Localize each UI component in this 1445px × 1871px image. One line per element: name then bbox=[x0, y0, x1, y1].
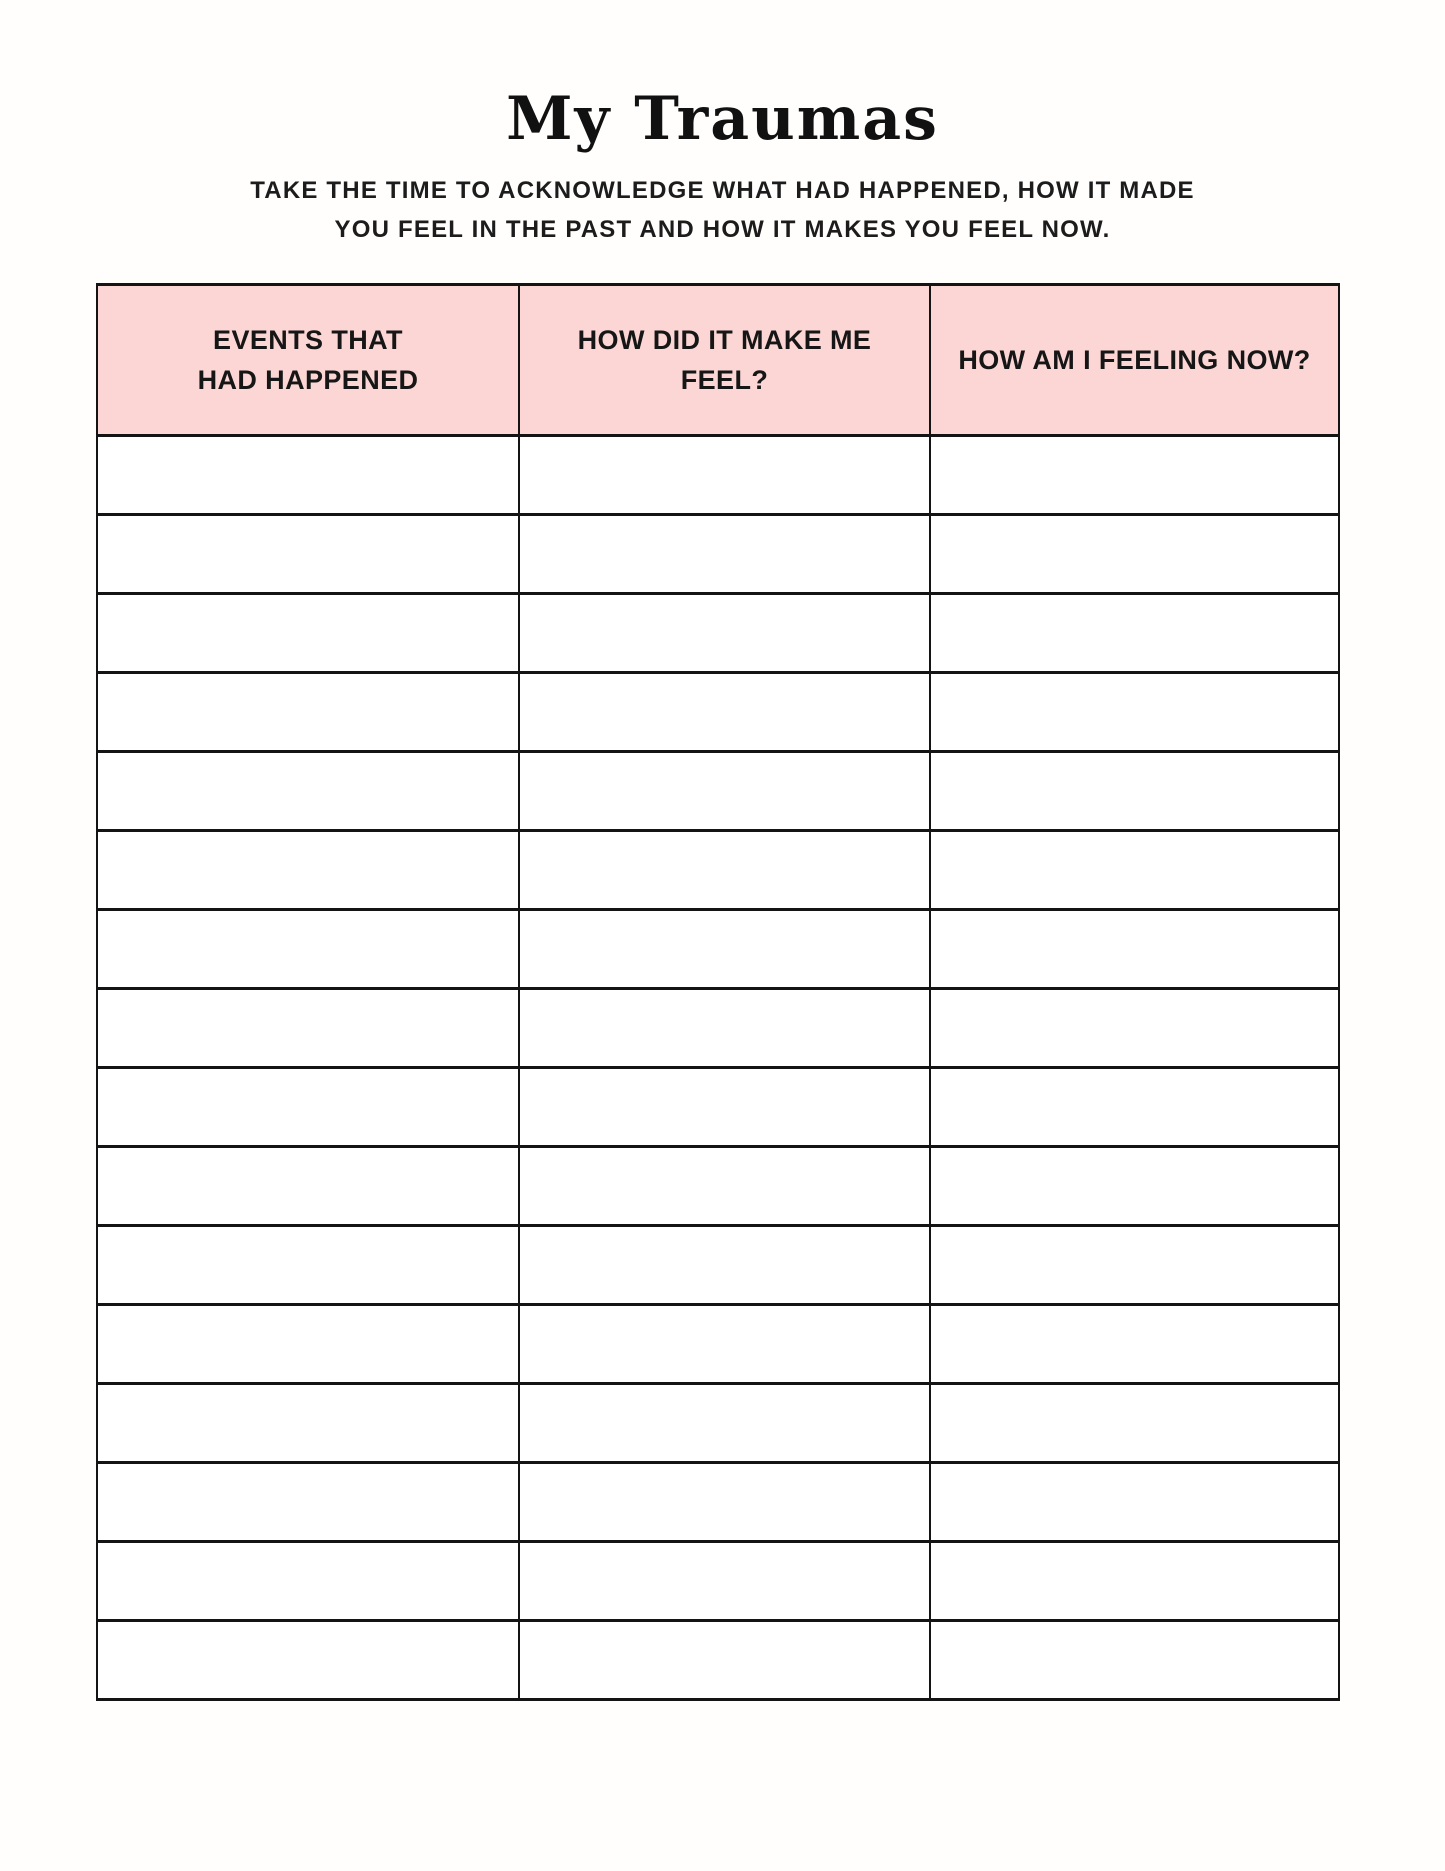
table-cell[interactable] bbox=[930, 673, 1339, 752]
table-cell[interactable] bbox=[97, 1621, 519, 1700]
table-cell[interactable] bbox=[519, 1542, 930, 1621]
table-cell[interactable] bbox=[97, 594, 519, 673]
table-cell[interactable] bbox=[930, 436, 1339, 515]
table-cell[interactable] bbox=[519, 1226, 930, 1305]
column-header-feel-now-line1: HOW AM I FEELING NOW? bbox=[958, 345, 1311, 375]
table-cell[interactable] bbox=[519, 673, 930, 752]
table-cell[interactable] bbox=[930, 1226, 1339, 1305]
table-cell[interactable] bbox=[97, 673, 519, 752]
table-cell[interactable] bbox=[519, 1384, 930, 1463]
table-cell[interactable] bbox=[930, 989, 1339, 1068]
table-cell[interactable] bbox=[519, 831, 930, 910]
table-cell[interactable] bbox=[519, 1463, 930, 1542]
table-row bbox=[97, 1621, 1339, 1700]
table-cell[interactable] bbox=[519, 910, 930, 989]
table-cell[interactable] bbox=[930, 1147, 1339, 1226]
table-row bbox=[97, 752, 1339, 831]
table-cell[interactable] bbox=[930, 515, 1339, 594]
table-cell[interactable] bbox=[97, 1147, 519, 1226]
table-cell[interactable] bbox=[519, 1147, 930, 1226]
table-row bbox=[97, 515, 1339, 594]
table-row bbox=[97, 1147, 1339, 1226]
column-header-feel-now bbox=[930, 285, 1339, 436]
table-cell[interactable] bbox=[930, 1384, 1339, 1463]
table-cell[interactable] bbox=[519, 1621, 930, 1700]
table-row bbox=[97, 1305, 1339, 1384]
table-cell[interactable] bbox=[930, 1068, 1339, 1147]
instructions-text bbox=[0, 171, 1445, 249]
table-row bbox=[97, 831, 1339, 910]
table-cell[interactable] bbox=[97, 436, 519, 515]
table-row bbox=[97, 673, 1339, 752]
column-header-feel-past-line1: HOW DID IT MAKE ME bbox=[577, 325, 872, 355]
table-cell[interactable] bbox=[97, 1226, 519, 1305]
instructions-line-1: TAKE THE TIME TO ACKNOWLEDGE WHAT HAD HAPPENED, HOW IT MADE bbox=[250, 177, 1195, 204]
table-row bbox=[97, 910, 1339, 989]
table-cell[interactable] bbox=[930, 831, 1339, 910]
table-cell[interactable] bbox=[97, 515, 519, 594]
column-header-events-line1: EVENTS THAT bbox=[213, 325, 403, 355]
table-header-row bbox=[97, 285, 1339, 436]
page-title: My Traumas bbox=[506, 84, 939, 154]
table-cell[interactable] bbox=[930, 1463, 1339, 1542]
table-cell[interactable] bbox=[97, 910, 519, 989]
table-row bbox=[97, 1463, 1339, 1542]
table-cell[interactable] bbox=[519, 515, 930, 594]
table-cell[interactable] bbox=[519, 436, 930, 515]
table-cell[interactable] bbox=[97, 1305, 519, 1384]
table-cell[interactable] bbox=[930, 594, 1339, 673]
table-cell[interactable] bbox=[519, 752, 930, 831]
traumas-table bbox=[96, 283, 1340, 1701]
table-cell[interactable] bbox=[519, 989, 930, 1068]
table-cell[interactable] bbox=[97, 1542, 519, 1621]
table-row bbox=[97, 1226, 1339, 1305]
table-cell[interactable] bbox=[930, 1621, 1339, 1700]
table-row bbox=[97, 594, 1339, 673]
table-cell[interactable] bbox=[519, 1068, 930, 1147]
table-row bbox=[97, 1542, 1339, 1621]
table-cell[interactable] bbox=[930, 1542, 1339, 1621]
table-cell[interactable] bbox=[97, 752, 519, 831]
worksheet-table-body bbox=[97, 436, 1339, 1700]
table-row bbox=[97, 1068, 1339, 1147]
column-header-feel-past bbox=[519, 285, 930, 436]
table-cell[interactable] bbox=[519, 594, 930, 673]
table-cell[interactable] bbox=[519, 1305, 930, 1384]
column-header-events bbox=[97, 285, 519, 436]
table-row bbox=[97, 436, 1339, 515]
instructions-line-2: YOU FEEL IN THE PAST AND HOW IT MAKES YOU FEEL NOW. bbox=[334, 216, 1111, 243]
table-cell[interactable] bbox=[97, 1463, 519, 1542]
column-header-feel-past-line2: FEEL? bbox=[680, 365, 769, 395]
table-row bbox=[97, 989, 1339, 1068]
table-row bbox=[97, 1384, 1339, 1463]
table-cell[interactable] bbox=[930, 752, 1339, 831]
table-cell[interactable] bbox=[97, 1384, 519, 1463]
table-cell[interactable] bbox=[97, 831, 519, 910]
table-cell[interactable] bbox=[97, 989, 519, 1068]
table-cell[interactable] bbox=[97, 1068, 519, 1147]
table-cell[interactable] bbox=[930, 1305, 1339, 1384]
column-header-events-line2: HAD HAPPENED bbox=[197, 365, 419, 395]
table-cell[interactable] bbox=[930, 910, 1339, 989]
